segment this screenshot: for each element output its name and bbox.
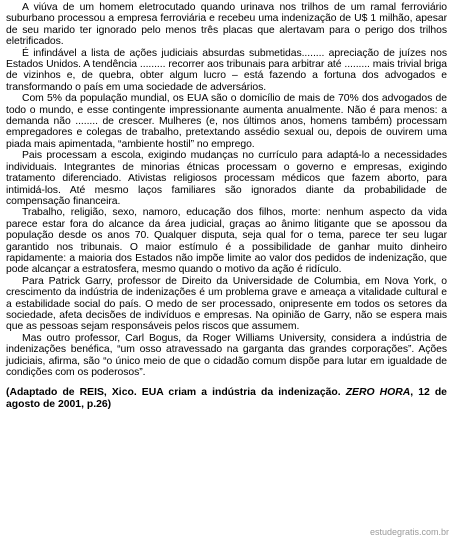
paragraph-4: Pais processam a escola, exigindo mudanças no currículo para adaptá-lo a necessidades individuais. Integrantes de minorias étnicas processam o governo e empresas, exigindo tratamento diferenciado. Ativistas religiosos processam médicos que fazem aborto, para intimidá-los. Até mesmo laços familiares são ignorados diante da probabilidade de compensação financeira. bbox=[6, 150, 447, 207]
paragraph-3: Com 5% da população mundial, os EUA são o domicílio de mais de 70% dos advogados de todo o mundo, e esse contingente impressionante aumenta anualmente. Não é para menos: a demanda não ........ de crescer. Mulheres (e, nos últimos anos, homens também) processam empregadores e colegas de trabalho, pretextando assédio sexual ou, depois de ouvirem uma piada mais apimentada, “ambiente hostil” no emprego. bbox=[6, 93, 447, 150]
paragraph-7: Mas outro professor, Carl Bogus, da Roger Williams University, considera a indústria de indenizações benéfica, “um osso atravessado na garganta das grandes corporações”. Ações judiciais, afirma, são “o único meio de que o cidadão comum dispõe para lutar em igualdade de condições com os poderosos”. bbox=[6, 332, 447, 378]
source-suffix: , 12 de agosto de 2001, p.26) bbox=[6, 387, 447, 411]
article bbox=[6, 2, 447, 411]
site-watermark: estudegratis.com.br bbox=[369, 527, 449, 537]
source-citation bbox=[6, 387, 447, 411]
paragraph-6: Para Patrick Garry, professor de Direito da Universidade de Columbia, em Nova York, o crescimento da indústria de indenizações é um problema grave e ameaça a vitalidade cultural e a estabilidade social do país. O medo de ser processado, onipresente em todos os setores da sociedade, afeta decisões de indivíduos e empresas. Na opinião de Garry, não se espera mais que as pessoas sejam responsáveis pelos riscos que assumem. bbox=[6, 275, 447, 333]
source-publication: ZERO HORA bbox=[345, 387, 411, 399]
paragraph-1: A viúva de um homem eletrocutado quando urinava nos trilhos de um ramal ferroviário suburbano processou a empresa ferroviária e recebeu uma indenização de U$ 1 milhão, apesar de seu marido ter ignorado pelo menos três placas que alertavam para o perigo dos trilhos eletrificados. bbox=[6, 2, 447, 48]
source-prefix: (Adaptado de REIS, Xico. EUA criam a indústria da indenização. bbox=[6, 387, 346, 399]
paragraph-2: É infindável a lista de ações judiciais absurdas submetidas........ apreciação de juízes nos Estados Unidos. A tendência ......... recorrer aos tribunais para arbitrar até ......... mais trivial briga de vizinhos e, de quebra, obter algum lucro – está fazendo a fortuna dos advogados e transformando o país em uma sociedade de adversários. bbox=[6, 47, 447, 93]
paragraph-5: Trabalho, religião, sexo, namoro, educação dos filhos, morte: nenhum aspecto da vida parece estar fora do alcance da área judicial, graças ao ânimo litigante que se apossou da população desde os anos 70. Qualquer disputa, seja qual for o tema, parece ter seu lugar garantido nos tribunais. O maior estímulo é a possibilidade de ganhar muito dinheiro rapidamente: a maioria dos Estados não impõe limite ao valor dos pedidos de indenização, que pode alcançar a estratosfera, mesmo quando o motivo da ação é ridículo. bbox=[6, 207, 447, 276]
